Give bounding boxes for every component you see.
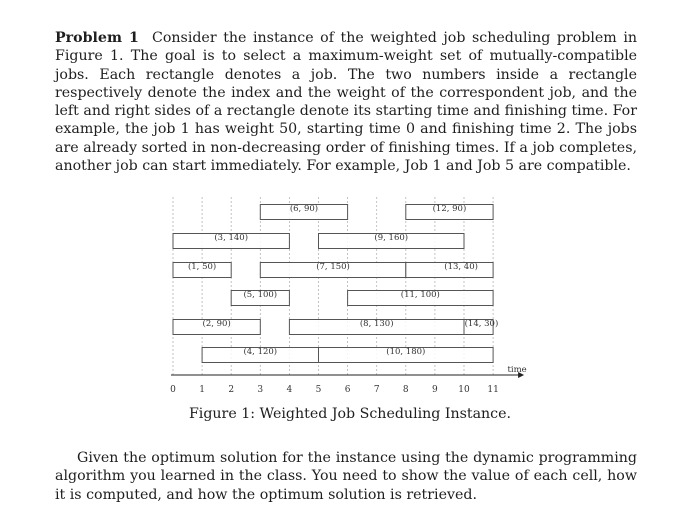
tick-label: 4: [286, 385, 293, 395]
job-label: (4, 120): [243, 347, 278, 357]
tick-label: 0: [170, 385, 176, 395]
job-label: (1, 50): [187, 262, 217, 272]
question-text: Given the optimum solution for the instance using the dynamic programming algorithm you learned in the class. You need to show the value of each cell, how it is computed, and how the optimum solution is retrieved.: [55, 450, 637, 503]
job-label: (7, 150): [316, 262, 350, 272]
job-label: (10, 180): [386, 347, 426, 357]
tick-label: 9: [432, 385, 438, 395]
tick-label: 2: [228, 385, 235, 395]
job-label: (3, 140): [214, 233, 249, 243]
tick-label: 5: [315, 385, 322, 395]
tick-label: 6: [344, 385, 351, 395]
job-rect: [231, 289, 289, 306]
job-label: (13, 40): [444, 262, 478, 272]
problem-heading: Problem 1: [55, 30, 139, 46]
job-label: (8, 130): [359, 319, 394, 329]
job-rect: [406, 203, 493, 220]
job-rect: [406, 261, 493, 278]
job-label: (11, 100): [400, 290, 440, 300]
job-rect: [289, 318, 464, 335]
tick-label: 7: [373, 385, 380, 395]
job-rect: [202, 346, 318, 363]
job-rect: [464, 318, 498, 335]
job-label: (2, 90): [202, 319, 231, 329]
job-label: (9, 160): [374, 233, 409, 243]
tick-label: 8: [402, 385, 409, 395]
job-rect: [260, 203, 347, 220]
job-rect: [348, 289, 494, 306]
tick-label: 11: [487, 385, 499, 395]
job-rect: [319, 232, 465, 249]
job-rect: [319, 346, 494, 363]
job-label: (14, 30): [464, 319, 499, 329]
job-rectangles: [173, 203, 498, 363]
tick-label: 3: [257, 385, 264, 395]
tick-label: 1: [199, 385, 205, 395]
job-rect: [173, 232, 289, 249]
job-label: (6, 90): [289, 204, 319, 214]
figure-caption: Figure 1: Weighted Job Scheduling Instance.: [188, 406, 512, 422]
job-rect: [173, 261, 231, 278]
problem-text: Consider the instance of the weighted job scheduling problem in Figure 1. The goal is to select a maximum-weight set of mutually-compatible jobs. Each rectangle denotes a job. The two numbers inside a rectangle respectively denote the index and the weight of the correspondent job, and the left and right sides of a rectangle denote its starting time and finishing time. For example, the job 1 has weight 50, starting time 0 and finishing time 2. The jobs are already sorted in non-decreasing order of finishing times. If a job completes, another job can start immediately. For example, Job 1 and Job 5 are compatible.: [55, 30, 637, 175]
job-rect: [173, 318, 260, 335]
axis-label: time: [507, 365, 527, 375]
job-label: (12, 90): [432, 204, 467, 214]
job-rect: [260, 261, 406, 278]
job-label: (5, 100): [243, 290, 278, 300]
time-axis: [170, 365, 527, 395]
tick-label: 10: [458, 385, 470, 395]
